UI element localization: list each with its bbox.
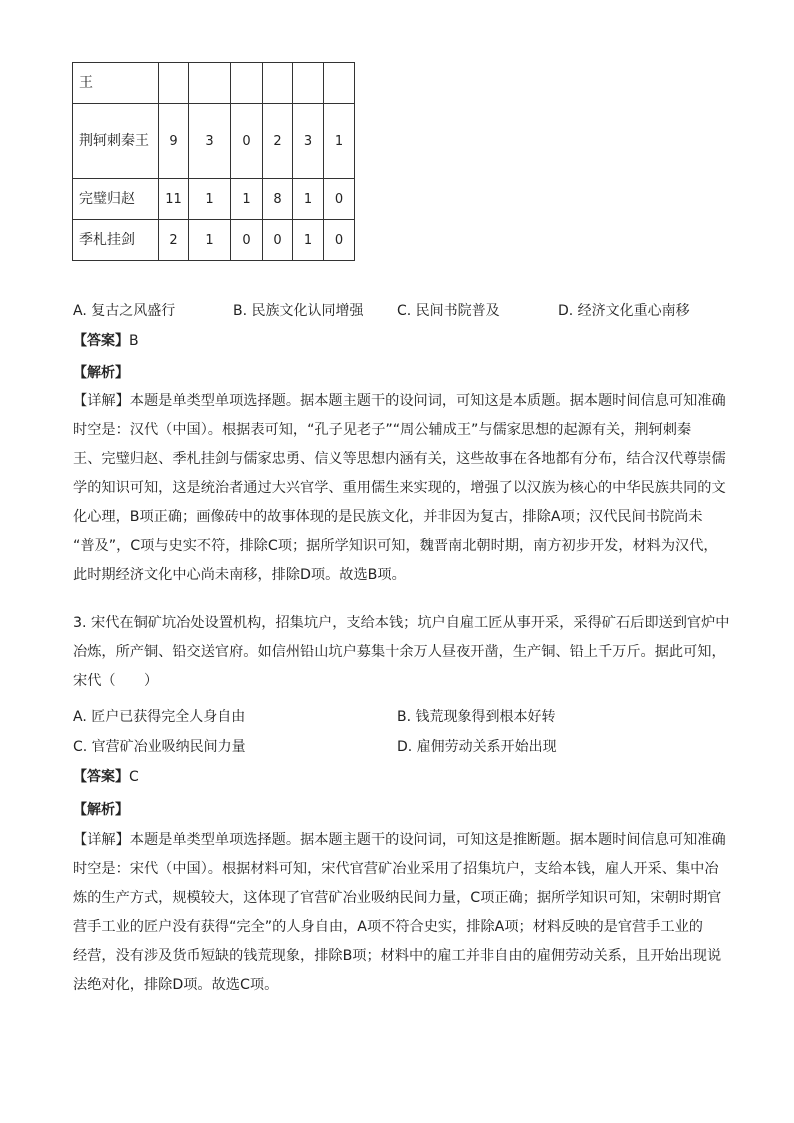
story-distribution-table <box>72 62 355 261</box>
table-cell: 0 <box>231 104 263 179</box>
q3-stem <box>73 609 730 696</box>
q2-analysis-tag: 【解析】 <box>73 365 129 381</box>
table-cell: 1 <box>231 179 263 220</box>
table-cell: 9 <box>159 104 189 179</box>
paragraph-line: “普及”，C项与史实不符，排除C项；据所学知识可知，魏晋南北朝时期，南方初步开发，材料为汉代， <box>73 538 718 554</box>
q3-option-a: A. 匠户已获得完全人身自由 <box>73 709 246 725</box>
table-cell: 0 <box>263 220 293 261</box>
paragraph-line: 宋代（ ） <box>73 673 159 689</box>
table-cell: 1 <box>293 220 324 261</box>
paragraph-line: 此时期经济文化中心尚未南移，排除D项。故选B项。 <box>73 567 406 583</box>
q2-detail-paragraph <box>73 387 726 590</box>
table-cell-name: 季札挂剑 <box>73 220 159 261</box>
q2-option-a: A. 复古之风盛行 <box>73 303 176 319</box>
q2-answer <box>73 330 139 350</box>
answer-value: B <box>129 333 139 349</box>
table-cell: 2 <box>159 220 189 261</box>
table-cell <box>263 63 293 104</box>
paragraph-line: 经营，没有涉及货币短缺的钱荒现象，排除B项；材料中的雇工并非自由的雇佣劳动关系，且开始出现说 <box>73 948 722 964</box>
paragraph-line: 时空是：汉代（中国）。根据表可知，“孔子见老子”“周公辅成王”与儒家思想的起源有关，荆轲刺秦 <box>73 422 692 438</box>
q2-option-b: B. 民族文化认同增强 <box>233 303 364 319</box>
table-cell <box>324 63 355 104</box>
q3-detail-paragraph <box>73 826 726 1000</box>
answer-value: C <box>129 769 139 785</box>
table-cell: 3 <box>189 104 231 179</box>
table-cell: 0 <box>324 179 355 220</box>
paragraph-line: 3. 宋代在铜矿坑冶处设置机构，招集坑户，支给本钱；坑户自雇工匠从事开采，采得矿石后即送到官炉中 <box>73 615 730 631</box>
table-cell-name: 完璧归赵 <box>73 179 159 220</box>
table-cell: 2 <box>263 104 293 179</box>
table-cell <box>189 63 231 104</box>
answer-tag: 【答案】 <box>73 333 129 349</box>
table-cell: 0 <box>231 220 263 261</box>
table-row <box>73 104 355 179</box>
paragraph-line: 法绝对化，排除D项。故选C项。 <box>73 977 279 993</box>
table-cell <box>293 63 324 104</box>
answer-tag: 【答案】 <box>73 769 129 785</box>
table-cell: 8 <box>263 179 293 220</box>
table-cell: 11 <box>159 179 189 220</box>
q2-option-d: D. 经济文化重心南移 <box>558 303 690 319</box>
table-cell: 1 <box>293 179 324 220</box>
table-cell <box>231 63 263 104</box>
table-cell: 1 <box>189 220 231 261</box>
table-cell <box>159 63 189 104</box>
q3-option-d: D. 雇佣劳动关系开始出现 <box>397 739 557 755</box>
paragraph-line: 炼的生产方式，规模较大，这体现了官营矿冶业吸纳民间力量，C项正确；据所学知识可知，宋朝时期官 <box>73 890 722 906</box>
paragraph-line: 冶炼，所产铜、铅交送官府。如信州铅山坑户募集十余万人昼夜开凿，生产铜、铅上千万斤。据此可知， <box>73 644 726 660</box>
paragraph-line: 时空是：宋代（中国）。根据材料可知，宋代官营矿冶业采用了招集坑户，支给本钱，雇人开采、集中冶 <box>73 861 719 877</box>
table-row <box>73 220 355 261</box>
q3-analysis-tag: 【解析】 <box>73 802 129 818</box>
q3-option-b: B. 钱荒现象得到根本好转 <box>397 709 556 725</box>
q3-option-c: C. 官营矿冶业吸纳民间力量 <box>73 739 246 755</box>
table-cell: 3 <box>293 104 324 179</box>
table-row <box>73 179 355 220</box>
q3-answer <box>73 766 139 786</box>
table-cell: 0 <box>324 220 355 261</box>
table-cell: 1 <box>324 104 355 179</box>
table-cell: 1 <box>189 179 231 220</box>
table-cell-name: 荆轲刺秦王 <box>73 104 159 179</box>
paragraph-line: 【详解】本题是单类型单项选择题。据本题主题干的设问词，可知这是推断题。据本题时间信息可知准确 <box>73 832 726 848</box>
paragraph-line: 化心理，B项正确；画像砖中的故事体现的是民族文化，并非因为复古，排除A项；汉代民间书院尚未 <box>73 509 703 525</box>
paragraph-line: 【详解】本题是单类型单项选择题。据本题主题干的设问词，可知这是本质题。据本题时间信息可知准确 <box>73 393 726 409</box>
q2-option-c: C. 民间书院普及 <box>397 303 500 319</box>
paragraph-line: 王、完璧归赵、季札挂剑与儒家忠勇、信义等思想内涵有关，这些故事在各地都有分布，结合汉代尊崇儒 <box>73 451 726 467</box>
paragraph-line: 学的知识可知，这是统治者通过大兴官学、重用儒生来实现的，增强了以汉族为核心的中华民族共同的文 <box>73 480 726 496</box>
paragraph-line: 营手工业的匠户没有获得“完全”的人身自由，A项不符合史实，排除A项；材料反映的是官营手工业的 <box>73 919 703 935</box>
table-row <box>73 63 355 104</box>
table-cell-name: 王 <box>73 63 159 104</box>
